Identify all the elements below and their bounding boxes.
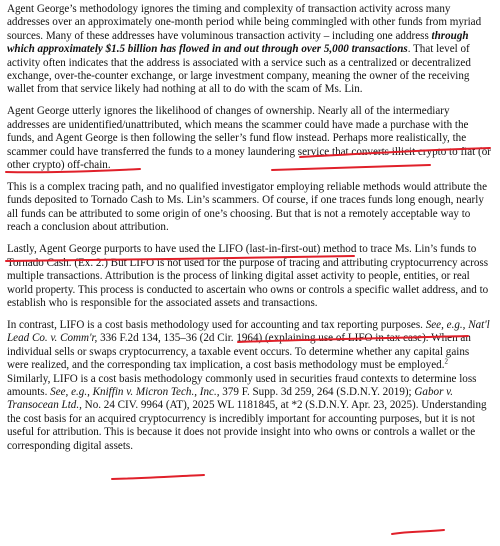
paragraph-tracing-path: This is a complex tracing path, and no qualified investigator employing reliable methods would attribute the funds deposited to Tornado Cash to Ms. Lin’s scammers. Of course, if one traces funds long enough, nearly all funds can be attributed to some origin of one’s choosing. But that is not a remotely acceptable way to reach a conclusion about attribution. — [7, 181, 487, 234]
paragraph-text: Similarly, LIFO is a cost basis methodology commonly used in securities fraud contexts to determine loss amounts. — [7, 372, 477, 398]
document-body — [7, 3, 493, 462]
paragraph-transaction-complexity — [7, 3, 493, 97]
paragraph-lifo-tracing: Lastly, Agent George purports to have used the LIFO (last-in-first-out) method to trace Ms. Lin’s funds to Tornado Cash. (Ex. 2.) But LIFO is not used for the purpose of tracing and attributing cryptocurrency across multiple transactions. Attribution is the process of linking digital asset activity to people, entities, or real world property. This process is conducted to ascertain who owns or controls a specific wallet address, and to establish who is responsible for the associated assets and transactions. — [7, 243, 489, 309]
paragraph-ownership-changes: Agent George utterly ignores the likelihood of changes of ownership. Nearly all of the intermediary addresses are unidentified/unattributed, which means the scammer could have made a purchase with the funds, and Agent George is then following the seller’s fund flow instead. Perhaps more realistically, the scammer could have transferred the funds to a money laundering service that converts illicit crypto to fiat (or other crypto) off-chain. — [7, 105, 491, 172]
paragraph-text: No. 24 CIV. 9964 (AT), 2025 WL 1181845, at *2 (S.D.N.Y. Apr. 23, 2025). Understanding the cost basis for an acquired cryptocurrency is incredibly important for accounting purposes, but it is not useful for attribution. This is because it does not provide insight into who owns or controls a wallet or the corresponding digital assets. — [7, 399, 487, 452]
case-citation: See, e.g., Nat'l Lead Co. v. Comm'r, — [7, 318, 490, 345]
paragraph-lifo-cost-basis — [7, 319, 493, 453]
footnote-marker: 2 — [444, 357, 448, 366]
paragraph-text: Agent George’s methodology ignores the timing and complexity of transaction activity across many addresses over an approximately one-month period while being commingled with other funds from myriad sources. Many of these addresses have voluminous transaction activity – including one address — [7, 3, 482, 42]
underline-mark — [392, 530, 444, 534]
emphasized-text: through which approximately $1.5 billion has flowed in and out through over 5,000 transactions — [7, 29, 469, 56]
paragraph-text: 336 F.2d 134, 135–36 (2d Cir. 1964) (explaining use of LIFO in tax case). When an individual sells or swaps cryptocurrency, a taxable event occurs. To determine whether any capital gains were realized, and the corresponding tax implication, a cost basis methodology must be employed. — [7, 332, 471, 372]
underline-mark — [112, 475, 204, 479]
paragraph-text: . That level of activity often indicates that the address is associated with a service such as a centralized or decentralized exchange, over-the-counter exchange, or large investment company, meaning the owner of the receiving wallet from that service likely had nothing at all to do with the scam of Ms. Lin. — [7, 43, 471, 96]
paragraph-text: 379 F. Supp. 3d 259, 264 (S.D.N.Y. 2019); — [219, 385, 415, 398]
case-citation: Gabor v. Transocean Ltd., — [7, 385, 454, 412]
case-citation: See, e.g., Kniffin v. Micron Tech., Inc., — [50, 385, 220, 398]
paragraph-text: In contrast, LIFO is a cost basis methodology used for accounting and tax reporting purposes. — [7, 318, 426, 331]
